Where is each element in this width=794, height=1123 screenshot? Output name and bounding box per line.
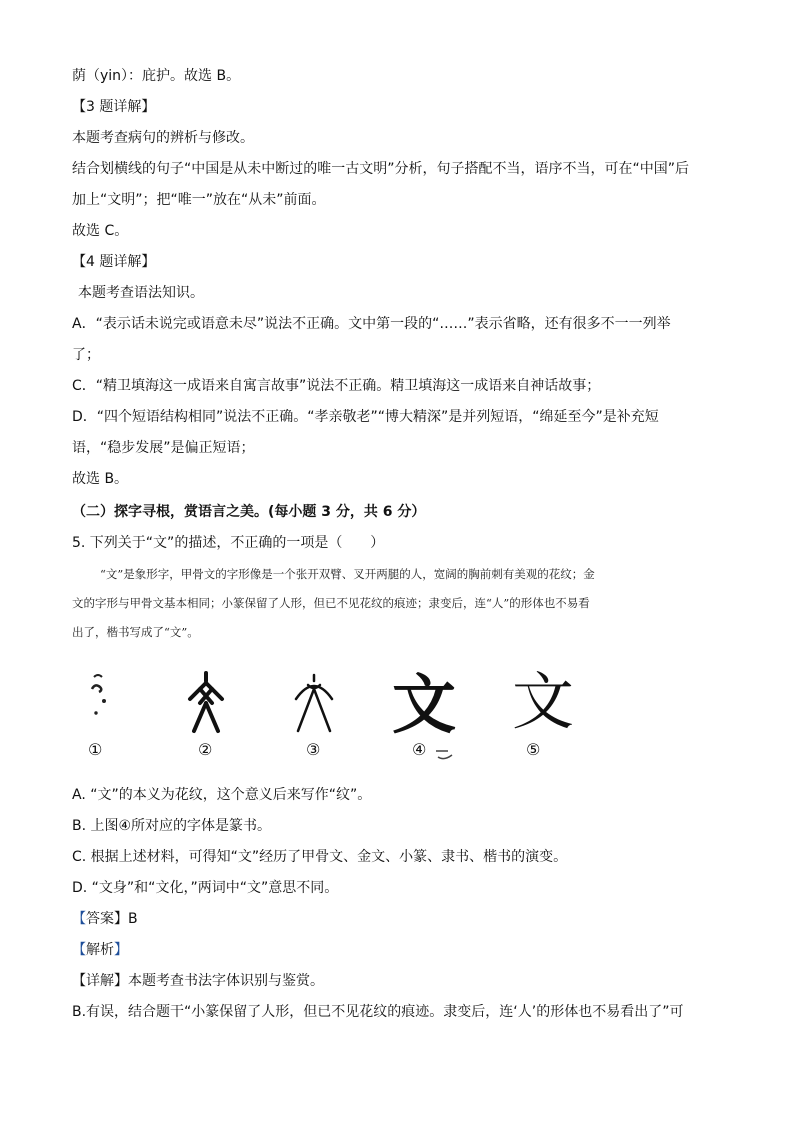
figure-label: ① bbox=[88, 740, 103, 759]
figure-label: ⑤ bbox=[526, 740, 541, 759]
analysis-line bbox=[72, 940, 128, 960]
option-d: D. “文身”和“文化，”两词中“文”意思不同。 bbox=[72, 880, 339, 896]
text-line: 了； bbox=[72, 347, 100, 363]
option-a: A. “文”的本义为花纹，这个意义后来写作“纹”。 bbox=[72, 787, 372, 803]
bracket: 】 bbox=[114, 942, 128, 958]
answer-line bbox=[72, 909, 138, 929]
glyph-seal bbox=[296, 675, 332, 731]
bracket: 【 bbox=[72, 911, 86, 927]
text-line: B.有误，结合题干“小篆保留了人形，但已不见花纹的痕迹。隶变后，连‘人’的形体也不易看出了”可 bbox=[72, 1004, 684, 1020]
analysis-label: 解析 bbox=[86, 942, 114, 958]
quote-line: 出了，楷书写成了“文”。 bbox=[72, 625, 199, 639]
figure-label: ② bbox=[198, 740, 213, 759]
text-line: 故选 B。 bbox=[72, 471, 129, 487]
text-line: 荫（yin）：庇护。故选 B。 bbox=[72, 68, 241, 84]
text-line: A．“表示话未说完或语意未尽”说法不正确。文中第一段的“……”表示省略，还有很多不一一列举 bbox=[72, 316, 671, 332]
text-line: 本题考查病句的辨析与修改。 bbox=[72, 130, 254, 146]
glyph-clerical: 文 bbox=[392, 668, 456, 743]
text-line: 本题考查语法知识。 bbox=[78, 285, 204, 301]
subheading: 【3 题详解】 bbox=[72, 99, 156, 115]
glyph-bronze bbox=[190, 673, 222, 731]
bracket: 【 bbox=[72, 942, 86, 958]
answer-label: 答案 bbox=[86, 911, 114, 927]
question-5: 5. 下列关于“文”的描述，不正确的一项是（ ） bbox=[72, 535, 385, 551]
figure-label: ③ bbox=[306, 740, 321, 759]
text-line: D．“四个短语结构相同”说法不正确。“孝亲敬老”“博大精深”是并列短语，“绵延至今”是补充短 bbox=[72, 409, 659, 425]
answer-value: 】B bbox=[114, 911, 138, 927]
glyph-regular: 文 bbox=[512, 665, 575, 738]
option-b: B. 上图④所对应的字体是篆书。 bbox=[72, 818, 272, 834]
option-c: C. 根据上述材料，可得知“文”经历了甲骨文、金文、小篆、隶书、楷书的演变。 bbox=[72, 849, 568, 865]
character-evolution-figure bbox=[80, 655, 600, 770]
text-line: 结合划横线的句子“中国是从未中断过的唯一古文明”分析，句子搭配不当，语序不当，可在“中国”后 bbox=[72, 161, 690, 177]
figure-label: ④ bbox=[412, 740, 427, 759]
quote-line: “文”是象形字，甲骨文的字形像是一个张开双臂、叉开两腿的人，宽阔的胸前刺有美观的花纹；金 bbox=[100, 567, 595, 581]
subheading: 【4 题详解】 bbox=[72, 254, 156, 270]
glyph-oracle-bone bbox=[92, 675, 106, 714]
section-heading: （二）探字寻根，赏语言之美。(每小题 3 分，共 6 分） bbox=[72, 504, 426, 520]
smudge-mark bbox=[436, 751, 452, 759]
detail-line: 【详解】本题考查书法字体识别与鉴赏。 bbox=[72, 973, 324, 989]
text-line: C．“精卫填海这一成语来自寓言故事”说法不正确。精卫填海这一成语来自神话故事； bbox=[72, 378, 601, 394]
quote-line: 文的字形与甲骨文基本相同；小篆保留了人形，但已不见花纹的痕迹；隶变后，连“人”的形体也不易看 bbox=[72, 596, 590, 610]
text-line: 故选 C。 bbox=[72, 223, 129, 239]
text-line: 加上“文明”；把“唯一”放在“从未”前面。 bbox=[72, 192, 326, 208]
text-line: 语，“稳步发展”是偏正短语； bbox=[72, 440, 255, 456]
